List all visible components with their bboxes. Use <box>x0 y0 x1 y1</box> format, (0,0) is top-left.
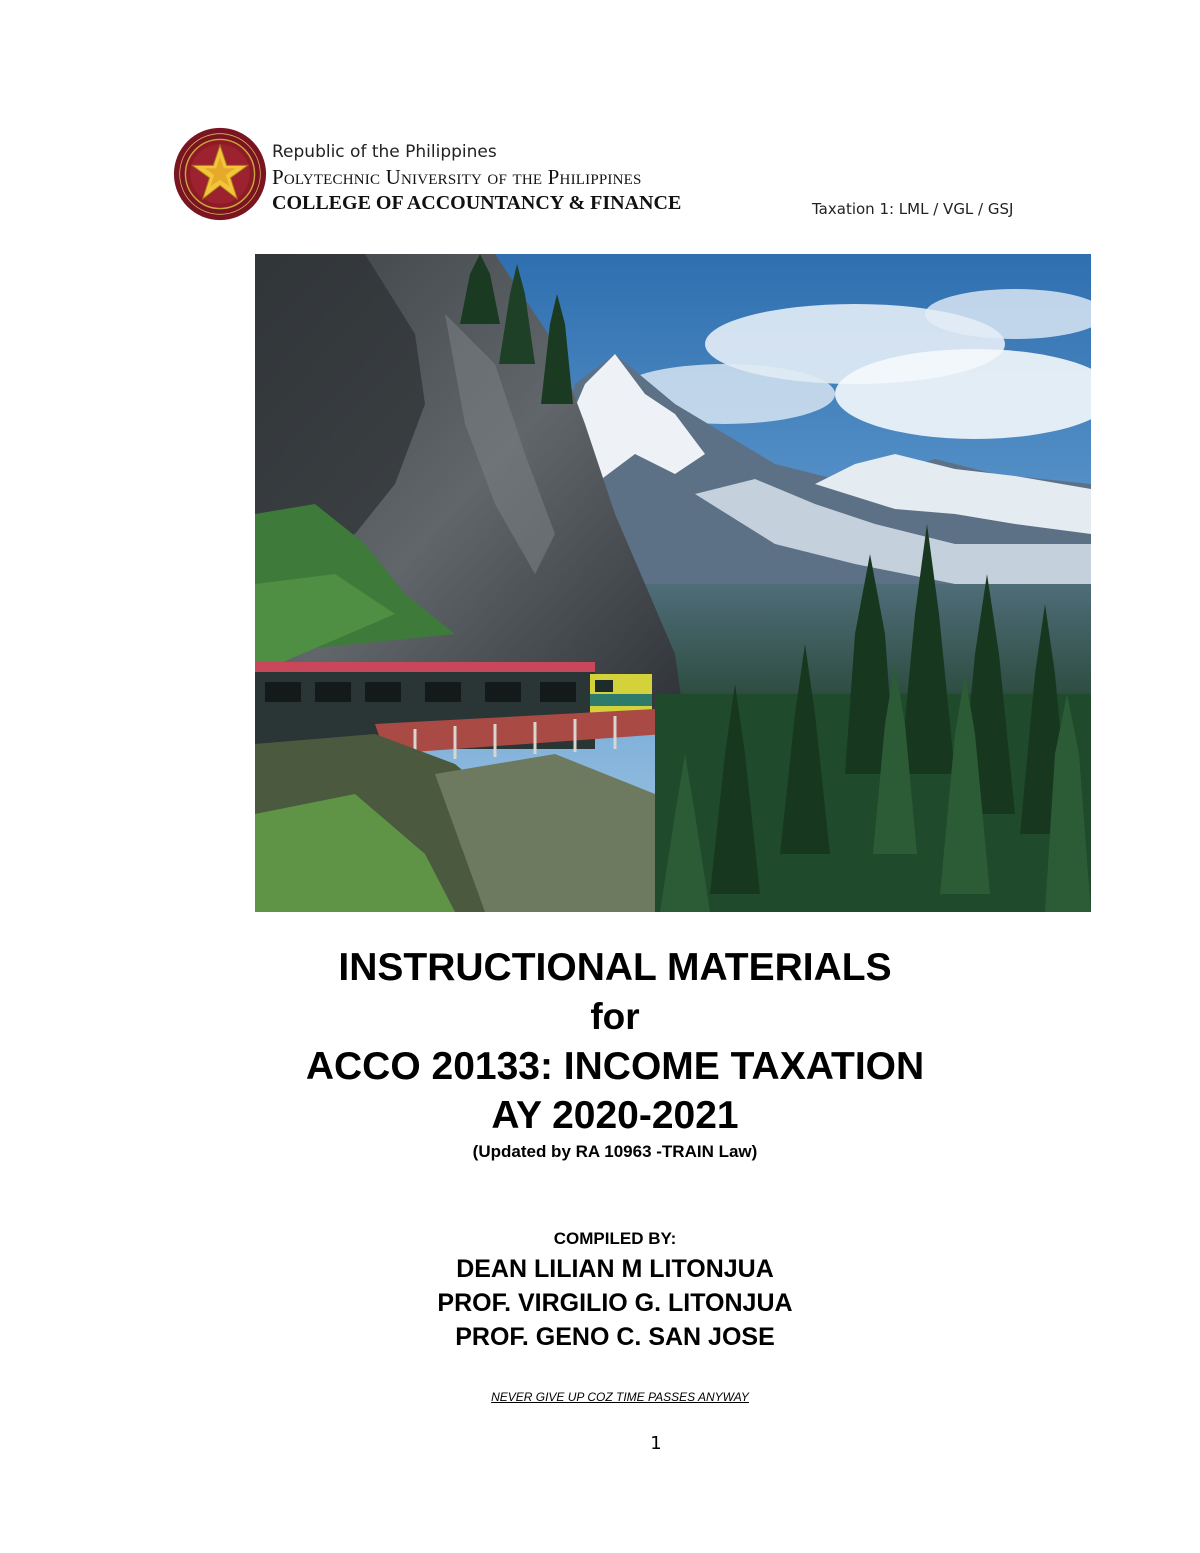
university-seal-icon <box>172 126 268 222</box>
update-note: (Updated by RA 10963 -TRAIN Law) <box>472 1142 758 1161</box>
university-name: Polytechnic University of the Philippines <box>272 165 642 189</box>
country-line: Republic of the Philippines <box>272 142 497 162</box>
compiler-name: DEAN LILIAN M LITONJUA <box>456 1255 774 1283</box>
document-title: INSTRUCTIONAL MATERIALS <box>338 946 892 989</box>
page-number: 1 <box>650 1433 662 1454</box>
cover-photo <box>255 254 1091 912</box>
academic-year: AY 2020-2021 <box>491 1094 739 1137</box>
college-name: COLLEGE OF ACCOUNTANCY & FINANCE <box>272 192 682 214</box>
course-title: ACCO 20133: INCOME TAXATION <box>305 1045 925 1088</box>
title-block <box>0 944 1200 1164</box>
compiler-name: PROF. VIRGILIO G. LITONJUA <box>437 1289 793 1317</box>
course-tag: Taxation 1: LML / VGL / GSJ <box>812 200 1014 218</box>
document-header <box>172 126 1052 226</box>
title-for: for <box>590 996 640 1037</box>
compiler-name: PROF. GENO C. SAN JOSE <box>455 1323 775 1351</box>
mountain-train-photo <box>255 254 1091 912</box>
compiled-by-block <box>0 1226 1200 1354</box>
motto: NEVER GIVE UP COZ TIME PASSES ANYWAY <box>491 1390 749 1404</box>
compiled-by-label: COMPILED BY: <box>553 1229 677 1248</box>
